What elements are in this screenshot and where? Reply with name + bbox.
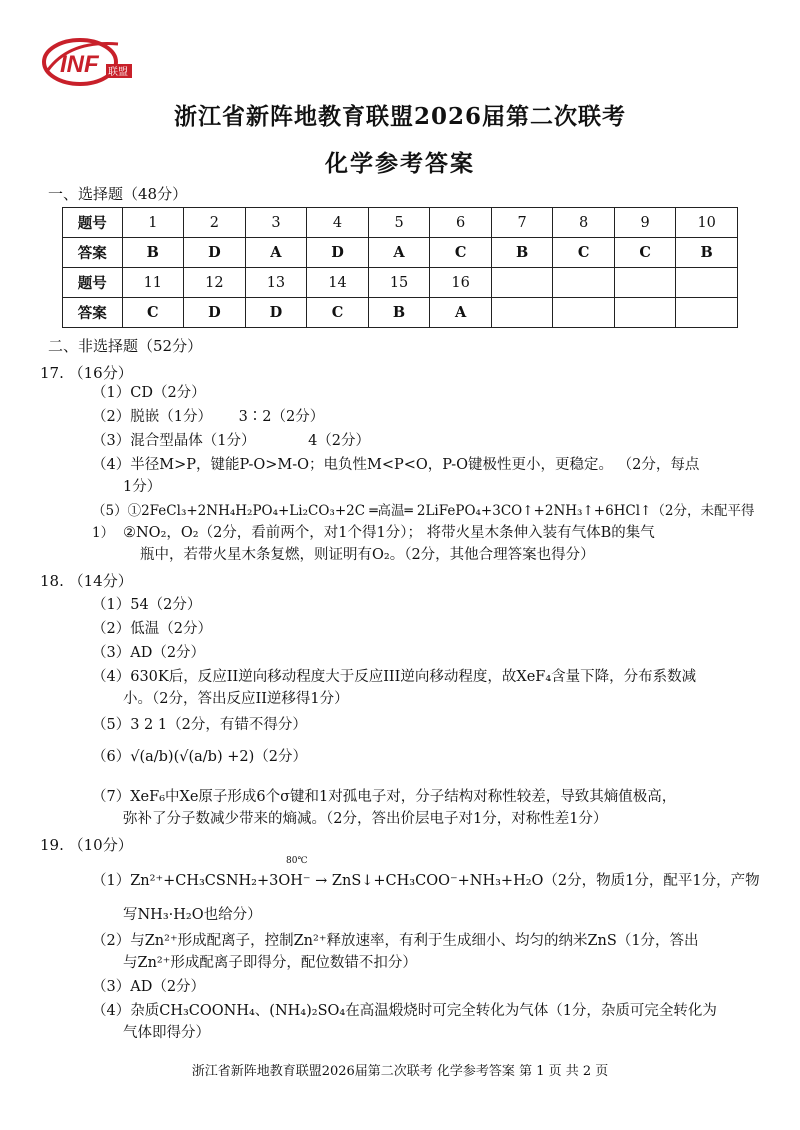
q18-part2: （2）低温（2分） [92,621,212,637]
q18-part7-cont: 弥补了分子数减少带来的熵减。（2分，答出价层电子对1分，对称性差1分） [123,811,608,827]
table-cell [491,298,553,328]
table-cell: 13 [245,268,307,298]
q19-part4: （4）杂质CH₃COONH₄、(NH₄)₂SO₄在高温煅烧时可完全转化为气体（1分，杂质可完全转化为 [92,1003,717,1019]
table-cell: C [553,238,614,268]
q18-heading: 18. （14分） [40,572,133,590]
row-label: 答案 [63,298,123,328]
q17-part3 [92,430,762,452]
table-cell: D [307,238,369,268]
table-cell: D [184,298,246,328]
section1-heading: 一、选择题（48分） [48,185,188,203]
table-cell [553,298,614,328]
table-cell: C [430,238,492,268]
table-cell: C [122,298,184,328]
q18-part4-cont: 小。（2分，答出反应II逆移得1分） [123,691,349,707]
table-cell: 2 [184,208,246,238]
table-cell: 7 [491,208,553,238]
q19-part1: （1）Zn²⁺+CH₃CSNH₂+3OH⁻ → ZnS↓+CH₃COO⁻+NH₃+H₂O（2分，物质1分，配平1分，产物 [92,873,760,889]
q17-part3-a: （3）混合型晶体（1分） [92,433,256,449]
q17-part2-a: （2）脱嵌（1分） [92,409,212,425]
table-cell: 11 [122,268,184,298]
table-cell: 12 [184,268,246,298]
table-cell: C [307,298,369,328]
q18-part4: （4）630K后，反应II逆向移动程度大于反应III逆向移动程度，故XeF₄含量下降，分布系数减 [92,669,697,685]
answer-table [62,207,738,328]
row-label: 答案 [63,238,123,268]
q18-part6: （6）√(a/b)(√(a/b) +2)（2分） [92,749,307,765]
table-cell: A [368,238,430,268]
table-row [63,298,738,328]
table-cell: B [491,238,553,268]
table-cell: B [368,298,430,328]
table-cell [553,268,614,298]
q17-part2-b: 3∶2（2分） [238,409,325,425]
table-cell [614,298,675,328]
page-footer: 浙江省新阵地教育联盟2026届第二次联考 化学参考答案 第 1 页 共 2 页 [191,1064,609,1079]
q18-part7: （7）XeF₆中Xe原子形成6个σ键和1对孤电子对，分子结构对称性较差，导致其熵值极高， [92,789,677,805]
svg-text:联盟: 联盟 [108,67,128,78]
q18-part1: （1）54（2分） [92,597,202,613]
table-row [63,268,738,298]
table-cell: 9 [614,208,675,238]
q19-part2: （2）与Zn²⁺形成配离子，控制Zn²⁺释放速率，有利于生成细小、均匀的纳米ZnS（1分，答出 [92,933,699,949]
table-cell: A [430,298,492,328]
q19-part2-cont: 与Zn²⁺形成配离子即得分，配位数错不扣分） [123,955,417,971]
table-cell [676,268,738,298]
q17-part5-2: ②NO₂，O₂（2分，看前两个，对1个得1分）； 将带火星木条伸入装有气体B的集气 [123,525,655,541]
table-cell: 1 [122,208,184,238]
table-cell [491,268,553,298]
q17-part1: （1）CD（2分） [92,385,206,401]
q18-part5: （5）3 2 1（2分，有错不得分） [92,717,307,733]
table-cell: D [184,238,246,268]
table-cell: D [245,298,307,328]
table-cell [676,298,738,328]
q19-part4-cont: 气体即得分） [123,1025,210,1041]
logo [40,30,135,90]
table-cell: 16 [430,268,492,298]
q18-part3: （3）AD（2分） [92,645,206,661]
q17-part3-b: 4（2分） [308,433,371,449]
table-cell: B [122,238,184,268]
table-cell: C [614,238,675,268]
table-cell: 5 [368,208,430,238]
q19-part3: （3）AD（2分） [92,979,206,995]
table-cell [614,268,675,298]
q17-part4-cont: 1分） [123,479,162,495]
section2-heading: 二、非选择题（52分） [48,337,203,355]
q17-part5-2-cont: 瓶中，若带火星木条复燃，则证明有O₂。（2分，其他合理答案也得分） [140,547,595,563]
table-cell: 6 [430,208,492,238]
table-cell: 3 [245,208,307,238]
table-cell: A [245,238,307,268]
table-cell: 14 [307,268,369,298]
q19-heading: 19. （10分） [40,836,133,854]
q17-heading: 17. （16分） [40,364,133,382]
table-cell: 4 [307,208,369,238]
table-cell: 10 [676,208,738,238]
q17-part2 [92,406,762,428]
reaction-condition: 80℃ [286,856,308,866]
q19-part1-cont: 写NH₃·H₂O也给分） [123,907,262,923]
document-subtitle: 化学参考答案 [325,150,475,177]
table-row [63,208,738,238]
row-label: 题号 [63,208,123,238]
q17-part5: （5）①2FeCl₃+2NH₄H₂PO₄+Li₂CO₃+2C ═高温═ 2LiFePO₄+3CO↑+2NH₃↑+6HCl↑（2分，未配平得1） [92,503,755,541]
svg-text:INF: INF [60,51,99,78]
table-cell: 8 [553,208,614,238]
row-label: 题号 [63,268,123,298]
table-cell: 15 [368,268,430,298]
q17-part4: （4）半径M>P，键能P-O>M-O；电负性M<P<O，P-O键极性更小，更稳定。 （2分，每点 [92,457,700,473]
document-title: 浙江省新阵地教育联盟2026届第二次联考 [173,103,626,130]
table-row [63,238,738,268]
table-cell: B [676,238,738,268]
